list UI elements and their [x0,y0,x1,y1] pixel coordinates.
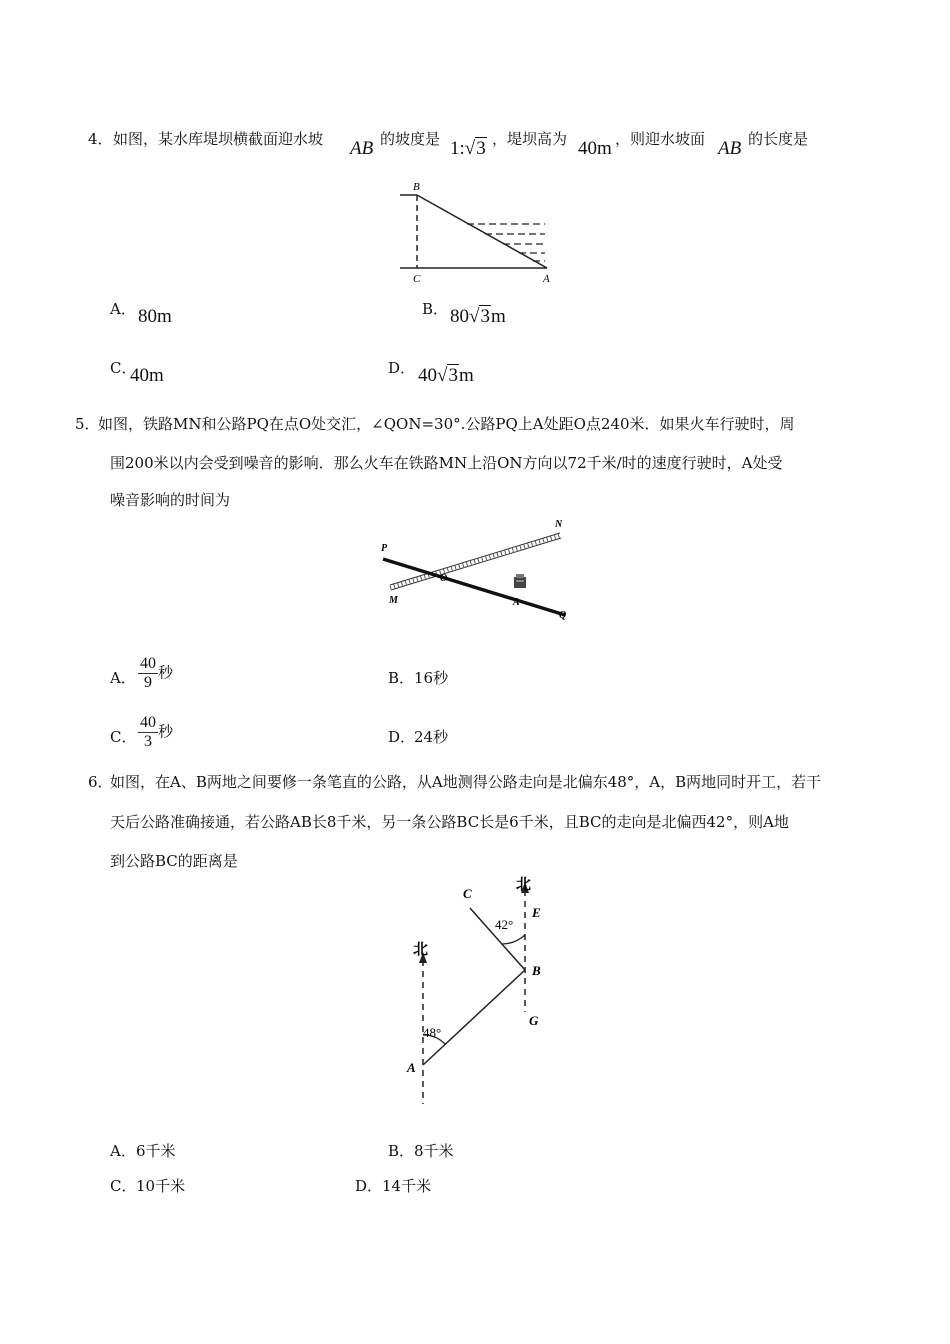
q5-label-n: N [555,519,563,530]
q6-option-b-value: 8千米 [414,1142,454,1160]
q5-option-b-value: 16秒 [414,669,449,687]
q4-dam-slope-ab [417,195,547,268]
q4-text-4: ，则迎水坡面 [615,130,706,148]
q6-option-d-label[interactable]: D． [355,1177,383,1195]
q4-text-5: 的长度是 [748,130,809,148]
q5-label-q: Q [559,610,567,621]
q4-text-2: 的坡度是 [380,130,441,148]
q4-number: 4． [88,130,113,148]
q6-angle-42-arc [502,935,525,944]
q6-option-d-value: 14千米 [382,1177,432,1195]
q6-option-c-label[interactable]: C． [110,1177,137,1195]
q5-line-3: 噪音影响的时间为 [110,491,231,509]
q5-label-m: M [389,595,398,606]
q5-option-c-value [138,714,173,751]
q6-option-c-value: 10千米 [136,1177,186,1195]
q4-option-d-label[interactable]: D． [388,359,416,377]
q6-label-north-left: 北 [413,942,429,958]
q5-option-a-fraction [138,655,158,692]
q5-line-1: 如图，铁路MN和公路PQ在点O处交汇，∠QON=30°.公路PQ上A处距O点240米．如果火车行驶时，周 [98,415,795,433]
q4-option-b-unit: m [490,306,506,327]
q5-label-p: P [381,543,388,554]
q4-option-c-value: 40m [130,365,164,386]
q5-house-icon [514,574,526,588]
q6-label-48: 48° [423,1025,442,1040]
q4-label-c: C [413,273,421,285]
q5-railway-mn [390,533,561,590]
q5-line-2: 围200米以内会受到噪音的影响．那么火车在铁路MN上沿ON方向以72千米/时的速度行驶时，A处受 [110,454,783,472]
q5-option-a-value [138,655,173,692]
q4-ratio-prefix: 1: [450,138,465,159]
q4-option-d-coef: 40 [418,365,437,386]
q6-label-a: A [407,1060,416,1075]
q6-line-3: 到公路BC的距离是 [110,852,238,870]
q4-option-a-label[interactable]: A． [110,300,136,318]
q5-label-o: O [440,573,448,584]
q5-option-c-label[interactable]: C． [110,728,137,746]
q6-line-2: 天后公路准确接通，若公路AB长8千米，另一条公路BC长是6千米，且BC的走向是北偏西42°，则A地 [110,813,789,831]
q6-label-e: E [532,905,541,920]
q4-option-b-label[interactable]: B． [422,300,449,318]
q6-label-c: C [463,886,472,901]
q6-number: 6． [88,773,113,791]
q6-option-a-label[interactable]: A． [110,1142,136,1160]
q4-dam-figure [395,178,560,288]
q5-option-c-fraction [138,714,158,751]
q4-option-a-value: 80m [138,306,172,327]
q4-text-1: 如图，某水库堤坝横截面迎水坡 [113,130,324,148]
q4-option-d-unit: m [458,365,474,386]
q4-label-a: A [543,273,550,285]
q4-label-b: B [413,181,420,193]
q6-label-g: G [529,1013,539,1028]
q4-option-d-value: 40√3m [418,365,474,386]
q4-option-d-root: 3 [448,365,458,386]
q4-height: 40m [578,138,612,159]
q4-ab-1: AB [350,138,374,159]
q6-line-1: 如图，在A、B两地之间要修一条笔直的公路，从A地测得公路走向是北偏东48°，A，B两地同时开工，若干 [110,773,822,791]
q5-option-a-numerator: 40 [140,655,156,672]
q5-railway-figure [375,515,575,625]
q5-road-pq [383,559,565,615]
q6-label-42: 42° [495,917,514,932]
q4-option-c-label[interactable]: C． [110,359,137,377]
q4-text-3: ，堤坝高为 [492,130,568,148]
q5-option-d-label[interactable]: D． [388,728,416,746]
q5-option-b-label[interactable]: B． [388,669,415,687]
q5-label-a: A [513,597,520,608]
q6-road-ab [423,970,525,1065]
q5-number: 5． [75,415,100,433]
q4-ratio-root: 3 [476,138,486,159]
q4-option-b-value: 80√3m [450,306,506,327]
q5-option-c-denominator: 3 [144,733,152,750]
q6-direction-figure [395,872,555,1112]
q6-label-b: B [532,963,541,978]
q4-slope-ratio: 1:√3 [450,138,486,159]
q5-option-a-unit: 秒 [158,663,174,682]
q5-option-c-unit: 秒 [158,722,174,741]
q4-option-b-coef: 80 [450,306,469,327]
q5-option-c-numerator: 40 [140,714,156,731]
q5-option-d-value: 24秒 [414,728,449,746]
q6-label-north-right: 北 [516,877,532,893]
q6-option-a-value: 6千米 [136,1142,176,1160]
q4-option-b-root: 3 [480,306,490,327]
q4-ab-2: AB [718,138,742,159]
q5-option-a-denominator: 9 [144,674,152,691]
q5-option-a-label[interactable]: A． [110,669,136,687]
q6-option-b-label[interactable]: B． [388,1142,415,1160]
